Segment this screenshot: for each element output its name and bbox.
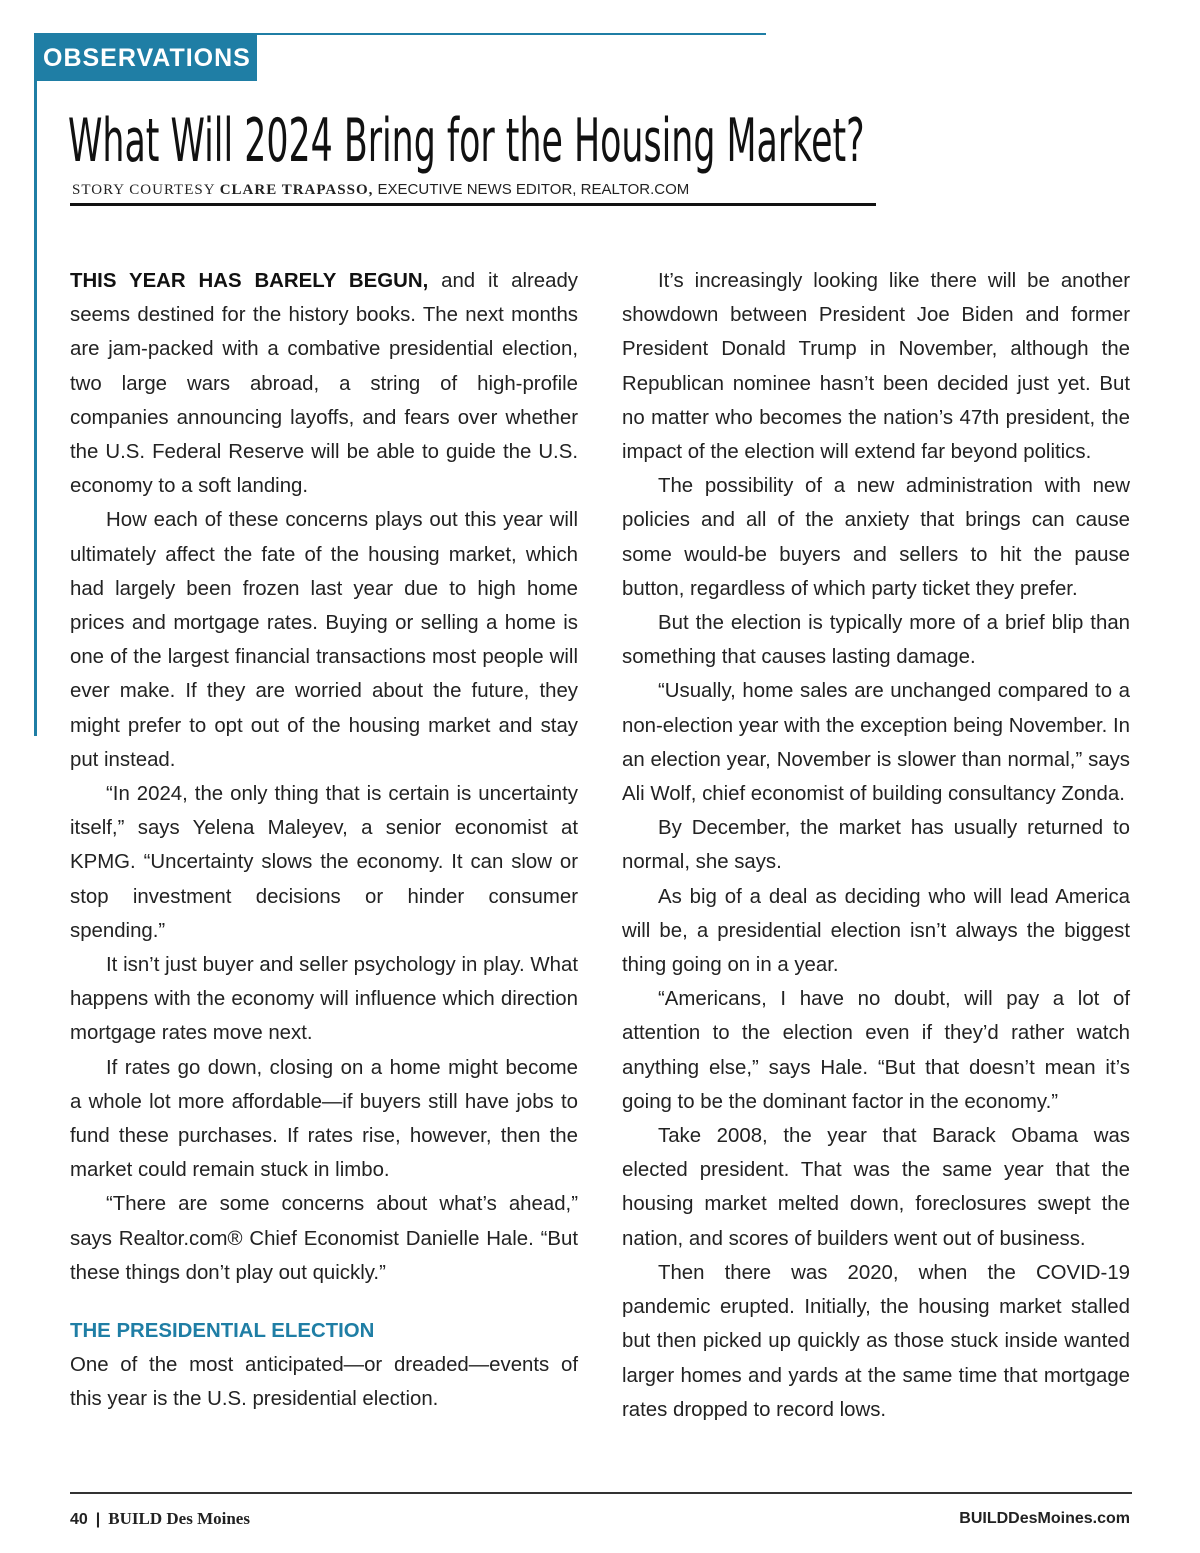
right-paragraph-8: Take 2008, the year that Barack Obama was elected president. That was the same year that the housing market melted down, foreclosures swept the nation, and scores of builders went out of business. [622,1125,1130,1250]
right-paragraph-3: But the election is typically more of a brief blip than something that causes lasting damage. [622,612,1130,669]
footer-website: BUILDDesMoines.com [959,1510,1130,1527]
left-column [70,264,578,1417]
right-paragraph-4: “Usually, home sales are unchanged compared to a non-election year with the exception being November. In an election year, November is slower than normal,” says Ali Wolf, chief economist of building consultancy Zonda. [622,680,1130,806]
left-paragraph-4: It isn’t just buyer and seller psychology in play. What happens with the economy will influence which direction mortgage rates move next. [70,954,578,1045]
byline-lead: STORY COURTESY [72,182,216,198]
right-paragraph-9: Then there was 2020, when the COVID-19 pandemic erupted. Initially, the housing market stalled but then picked up quickly as those stuck inside wanted larger homes and yards at the same time that mortgage rates dropped to record lows. [622,1261,1130,1421]
lead-in: THIS YEAR HAS BARELY BEGUN, [70,270,429,292]
left-paragraph-7: One of the most anticipated—or dreaded—events of this year is the U.S. presidential election. [70,1354,578,1411]
byline [72,180,689,200]
right-paragraph-1: It’s increasingly looking like there will be another showdown between President Joe Biden and former President Donald Trump in November, although the Republican nominee hasn’t been decided just yet. But no matter who becomes the nation’s 47th president, the impact of the election will extend far beyond politics. [622,270,1130,464]
right-paragraph-7: “Americans, I have no doubt, will pay a lot of attention to the election even if they’d rather watch anything else,” says Hale. “But that doesn’t mean it’s going to be the dominant factor in the economy.” [622,988,1130,1113]
section-subhead: THE PRESIDENTIAL ELECTION [70,1320,375,1343]
left-paragraph-6: “There are some concerns about what’s ahead,” says Realtor.com® Chief Economist Danielle Hale. “But these things don’t play out quickly.” [70,1193,578,1284]
footer-rule [70,1492,1132,1494]
footer-left [70,1508,250,1531]
right-column [622,264,1130,1427]
frame-left-rule [34,33,37,736]
right-paragraph-6: As big of a deal as deciding who will lead America will be, a presidential election isn’t always the biggest thing going on in a year. [622,885,1130,977]
headline: What Will 2024 Bring for the Housing Market? [68,106,865,176]
section-tag: OBSERVATIONS [34,35,257,81]
right-paragraph-2: The possibility of a new administration with new policies and all of the anxiety that brings can cause some would-be buyers and sellers to hit the pause button, regardless of which party ticket they prefer. [622,475,1130,600]
magazine-name: BUILD Des Moines [108,1509,250,1528]
title-rule [70,203,876,206]
left-paragraph-1 [70,264,578,503]
byline-role: EXECUTIVE NEWS EDITOR, REALTOR.COM [377,181,690,198]
page-number: 40 [70,1511,88,1528]
left-paragraph-5: If rates go down, closing on a home might become a whole lot more affordable—if buyers still have jobs to fund these purchases. If rates rise, however, then the market could remain stuck in limbo. [70,1056,578,1182]
right-paragraph-5: By December, the market has usually returned to normal, she says. [622,817,1130,874]
left-paragraph-2: How each of these concerns plays out this year will ultimately affect the fate of the housing market, which had largely been frozen last year due to high home prices and mortgage rates. Buying or selling a home is one of the largest financial transactions most people will ever make. If they are worried about the future, they might prefer to opt out of the housing market and stay put instead. [70,509,578,771]
footer-separator: | [95,1511,101,1528]
left-paragraph-1-text: and it already seems destined for the history books. The next months are jam-packed with a combative presidential election, two large wars abroad, a string of high-profile companies announcing layoffs, and fears over whether the U.S. Federal Reserve will be able to guide the U.S. economy to a soft landing. [70,270,578,498]
byline-author: CLARE TRAPASSO, [219,182,374,198]
left-paragraph-3: “In 2024, the only thing that is certain is uncertainty itself,” says Yelena Maleyev, a senior economist at KPMG. “Uncertainty slows the economy. It can slow or stop investment decisions or hinder consumer spending.” [70,783,578,942]
